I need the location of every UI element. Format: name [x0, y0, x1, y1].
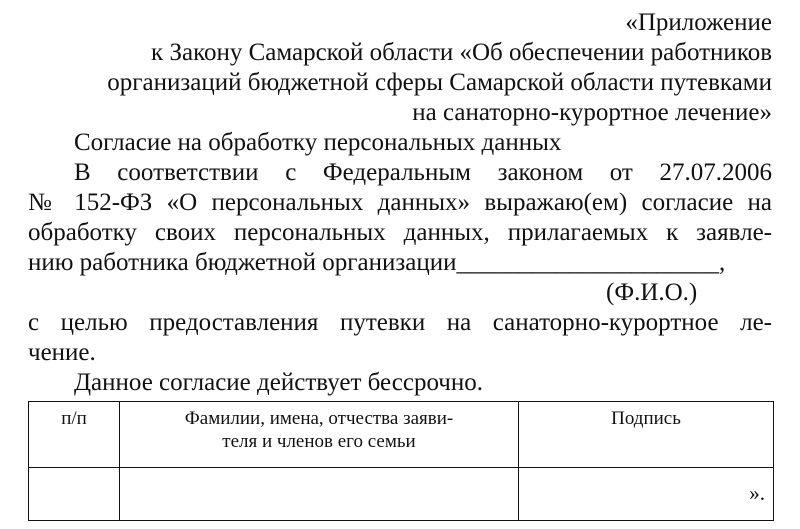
paragraph-1-line-3: обработку своих персональных данных, прилагаемых к заявле- — [28, 219, 772, 246]
family-members-table — [28, 401, 774, 521]
column-header-names-text: Фамилии, имена, отчества заяви- теля и членов его семьи — [184, 408, 454, 452]
law-reference-line-3: на санаторно-курортное лечение» — [412, 99, 772, 126]
appendix-heading: «Приложение — [625, 9, 772, 36]
paragraph-3: Данное согласие действует бессрочно. — [74, 369, 483, 396]
paragraph-2-line-2: чение. — [28, 339, 96, 366]
paragraph-2-line-1: с целью предоставления путевки на санаторно-курортное ле- — [28, 309, 772, 336]
table-cell-signature — [519, 468, 774, 521]
table-row — [29, 468, 774, 521]
paragraph-1-line-2: № 152-ФЗ «О персональных данных» выражаю(ем) согласие на — [28, 189, 772, 216]
document-title: Согласие на обработку персональных данных — [74, 129, 562, 156]
table-cell-names — [120, 468, 519, 521]
table-cell-number — [29, 468, 120, 521]
law-reference-line-1: к Закону Самарской области «Об обеспечении работников — [151, 39, 772, 66]
end-quote-mark: ». — [749, 481, 765, 505]
column-header-number: п/п — [29, 402, 120, 468]
column-header-signature: Подпись — [519, 402, 774, 468]
law-reference-line-2: организаций бюджетной сферы Самарской области путевками — [107, 69, 772, 96]
paragraph-1-line-4: нию работника бюджетной организации_____________________, — [28, 249, 726, 276]
table-header-row — [29, 402, 774, 468]
paragraph-1-line-1: В соответствии с Федеральным законом от 27.07.2006 — [74, 159, 772, 186]
column-header-names — [120, 402, 519, 468]
fio-caption: (Ф.И.О.) — [606, 279, 698, 306]
